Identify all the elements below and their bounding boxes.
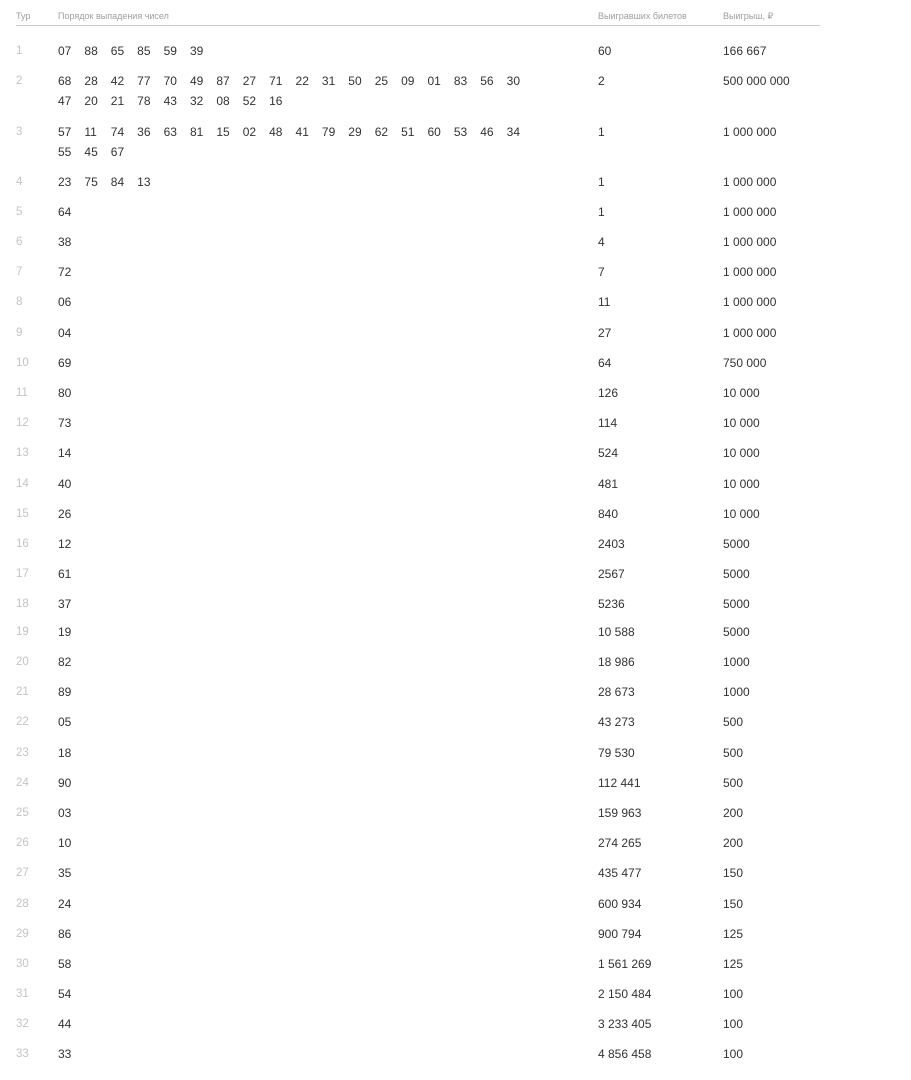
drawn-number: 39 xyxy=(189,44,204,58)
row-numbers xyxy=(58,803,558,823)
row-prize: 1000 xyxy=(723,655,750,669)
row-tickets: 10 588 xyxy=(598,625,635,639)
drawn-number: 21 xyxy=(110,94,125,108)
row-tur: 13 xyxy=(16,447,29,459)
row-numbers xyxy=(58,443,558,463)
row-prize: 200 xyxy=(723,806,744,820)
drawn-number: 43 xyxy=(163,94,177,108)
drawn-number: 67 xyxy=(110,145,125,159)
row-tickets: 4 xyxy=(598,235,605,249)
drawn-number: 32 xyxy=(189,94,204,108)
row-numbers xyxy=(58,504,558,524)
row-tickets: 112 441 xyxy=(598,776,641,790)
drawn-number: 74 xyxy=(110,125,125,139)
drawn-number: 87 xyxy=(216,74,230,88)
row-numbers xyxy=(58,984,558,1004)
drawn-number: 14 xyxy=(58,446,72,460)
row-numbers xyxy=(58,292,558,312)
drawn-number: 06 xyxy=(58,295,72,309)
row-prize: 10 000 xyxy=(723,477,760,491)
row-numbers xyxy=(58,534,558,554)
drawn-number: 25 xyxy=(374,74,389,88)
drawn-number: 69 xyxy=(58,356,72,370)
drawn-number: 48 xyxy=(269,125,283,139)
row-numbers xyxy=(58,652,558,672)
drawn-number: 89 xyxy=(58,685,72,699)
row-prize: 10 000 xyxy=(723,416,760,430)
row-tickets: 524 xyxy=(598,446,619,460)
row-tur: 25 xyxy=(16,807,29,819)
drawn-number: 86 xyxy=(58,927,72,941)
row-tickets: 27 xyxy=(598,326,612,340)
row-tur: 7 xyxy=(16,266,23,278)
row-tickets: 481 xyxy=(598,477,619,491)
drawn-number: 41 xyxy=(295,125,309,139)
drawn-number: 73 xyxy=(58,416,72,430)
drawn-number: 34 xyxy=(506,125,520,139)
row-tur: 19 xyxy=(16,626,29,638)
row-numbers xyxy=(58,894,558,914)
row-numbers xyxy=(58,262,558,282)
row-tickets: 126 xyxy=(598,386,619,400)
row-tickets: 18 986 xyxy=(598,655,635,669)
row-prize: 1 000 000 xyxy=(723,205,777,219)
row-numbers xyxy=(58,622,558,642)
drawn-number: 65 xyxy=(110,44,125,58)
drawn-number: 60 xyxy=(427,125,441,139)
drawn-number: 54 xyxy=(58,987,72,1001)
drawn-number: 26 xyxy=(58,507,72,521)
row-tickets: 4 856 458 xyxy=(598,1047,652,1061)
row-tickets: 159 963 xyxy=(598,806,642,820)
drawn-number: 05 xyxy=(58,715,72,729)
row-tur: 1 xyxy=(16,45,23,57)
drawn-number: 07 xyxy=(58,44,72,58)
row-tur: 22 xyxy=(16,716,29,728)
row-numbers xyxy=(58,712,558,732)
row-numbers xyxy=(58,474,558,494)
drawn-number: 72 xyxy=(58,265,72,279)
drawn-number: 19 xyxy=(58,625,72,639)
row-tur: 21 xyxy=(16,686,29,698)
row-numbers xyxy=(58,743,558,763)
drawn-number: 01 xyxy=(427,74,441,88)
header-numbers: Порядок выпадения чисел xyxy=(58,11,169,21)
header-prize: Выигрыш, ₽ xyxy=(723,11,774,21)
drawn-number: 52 xyxy=(242,94,257,108)
row-tur: 17 xyxy=(16,568,29,580)
row-tickets: 274 265 xyxy=(598,836,642,850)
row-tickets: 64 xyxy=(598,356,612,370)
drawn-number: 61 xyxy=(58,567,72,581)
results-table xyxy=(16,0,820,1061)
row-prize: 125 xyxy=(723,927,744,941)
drawn-number: 90 xyxy=(58,776,72,790)
row-prize: 100 xyxy=(723,1047,744,1061)
table-header xyxy=(16,0,820,26)
drawn-number: 30 xyxy=(506,74,520,88)
row-numbers xyxy=(58,773,558,793)
row-prize: 10 000 xyxy=(723,507,760,521)
row-tur: 33 xyxy=(16,1048,29,1060)
row-tickets: 1 xyxy=(598,205,605,219)
row-tur: 31 xyxy=(16,988,29,1000)
row-tur: 15 xyxy=(16,508,29,520)
row-numbers xyxy=(58,232,558,252)
drawn-number: 13 xyxy=(137,175,151,189)
row-numbers xyxy=(58,323,558,343)
drawn-number: 88 xyxy=(84,44,98,58)
row-prize: 166 667 xyxy=(723,44,767,58)
drawn-number: 11 xyxy=(84,125,97,139)
drawn-number: 50 xyxy=(348,74,362,88)
row-tickets: 43 273 xyxy=(598,715,635,729)
drawn-number: 85 xyxy=(137,44,151,58)
row-prize: 1000 xyxy=(723,685,750,699)
row-tur: 23 xyxy=(16,747,29,759)
row-tur: 10 xyxy=(16,357,29,369)
drawn-number: 64 xyxy=(58,205,72,219)
row-numbers xyxy=(58,1014,558,1034)
row-prize: 1 000 000 xyxy=(723,125,777,139)
row-prize: 150 xyxy=(723,866,744,880)
drawn-number: 58 xyxy=(58,957,72,971)
drawn-number: 09 xyxy=(401,74,415,88)
row-tur: 8 xyxy=(16,296,23,308)
row-tur: 4 xyxy=(16,176,23,188)
drawn-number: 70 xyxy=(163,74,177,88)
drawn-number: 51 xyxy=(401,125,415,139)
drawn-number: 83 xyxy=(453,74,468,88)
row-tickets: 60 xyxy=(598,44,612,58)
row-tickets: 2 150 484 xyxy=(598,987,652,1001)
row-tur: 5 xyxy=(16,206,23,218)
row-tickets: 1 xyxy=(598,125,605,139)
drawn-number: 36 xyxy=(137,125,151,139)
row-tickets: 114 xyxy=(598,416,618,430)
drawn-number: 62 xyxy=(374,125,389,139)
row-tickets: 1 561 269 xyxy=(598,957,652,971)
drawn-number: 16 xyxy=(269,94,283,108)
row-tur: 20 xyxy=(16,656,29,668)
drawn-number: 03 xyxy=(58,806,72,820)
drawn-number: 37 xyxy=(58,597,72,611)
drawn-number: 28 xyxy=(84,74,98,88)
row-numbers xyxy=(58,71,558,111)
row-prize: 125 xyxy=(723,957,744,971)
row-prize: 100 xyxy=(723,1017,744,1031)
row-tur: 14 xyxy=(16,478,29,490)
drawn-number: 22 xyxy=(295,74,309,88)
row-numbers xyxy=(58,353,558,373)
drawn-number: 55 xyxy=(58,145,72,159)
row-prize: 100 xyxy=(723,987,744,1001)
row-numbers xyxy=(58,594,558,614)
row-prize: 500 xyxy=(723,746,744,760)
row-prize: 1 000 000 xyxy=(723,295,777,309)
row-prize: 1 000 000 xyxy=(723,326,777,340)
row-tickets: 2403 xyxy=(598,537,625,551)
drawn-number: 40 xyxy=(58,477,72,491)
row-tur: 11 xyxy=(16,387,28,399)
row-numbers xyxy=(58,564,558,584)
drawn-number: 44 xyxy=(58,1017,72,1031)
row-prize: 500 000 000 xyxy=(723,74,790,88)
row-prize: 750 000 xyxy=(723,356,767,370)
drawn-number: 56 xyxy=(480,74,494,88)
row-tur: 16 xyxy=(16,538,29,550)
drawn-number: 10 xyxy=(58,836,72,850)
drawn-number: 49 xyxy=(189,74,204,88)
drawn-number: 02 xyxy=(242,125,257,139)
drawn-number: 81 xyxy=(189,125,204,139)
row-prize: 5000 xyxy=(723,625,750,639)
drawn-number: 82 xyxy=(58,655,72,669)
drawn-number: 79 xyxy=(321,125,336,139)
row-numbers xyxy=(58,954,558,974)
row-tickets: 3 233 405 xyxy=(598,1017,652,1031)
row-numbers xyxy=(58,682,558,702)
drawn-number: 04 xyxy=(58,326,72,340)
drawn-number: 47 xyxy=(58,94,72,108)
row-prize: 5000 xyxy=(723,597,750,611)
drawn-number: 31 xyxy=(321,74,336,88)
drawn-number: 18 xyxy=(58,746,72,760)
row-tur: 27 xyxy=(16,867,29,879)
row-tur: 32 xyxy=(16,1018,29,1030)
row-prize: 10 000 xyxy=(723,386,760,400)
row-tickets: 11 xyxy=(598,295,611,309)
row-numbers xyxy=(58,833,558,853)
row-prize: 1 000 000 xyxy=(723,265,777,279)
header-tur: Тур xyxy=(16,11,31,21)
drawn-number: 59 xyxy=(163,44,177,58)
drawn-number: 42 xyxy=(110,74,125,88)
row-tickets: 5236 xyxy=(598,597,625,611)
row-prize: 500 xyxy=(723,715,744,729)
row-numbers xyxy=(58,41,558,61)
drawn-number: 33 xyxy=(58,1047,72,1061)
drawn-number: 27 xyxy=(242,74,257,88)
row-tickets: 2 xyxy=(598,74,605,88)
drawn-number: 20 xyxy=(84,94,98,108)
row-tickets: 435 477 xyxy=(598,866,642,880)
row-prize: 1 000 000 xyxy=(723,235,777,249)
row-prize: 200 xyxy=(723,836,744,850)
row-prize: 150 xyxy=(723,897,744,911)
row-numbers xyxy=(58,1044,558,1064)
drawn-number: 68 xyxy=(58,74,72,88)
row-tickets: 28 673 xyxy=(598,685,635,699)
drawn-number: 23 xyxy=(58,175,72,189)
drawn-number: 24 xyxy=(58,897,72,911)
row-prize: 5000 xyxy=(723,567,750,581)
drawn-number: 12 xyxy=(58,537,72,551)
drawn-number: 45 xyxy=(84,145,98,159)
row-tur: 28 xyxy=(16,898,29,910)
row-tur: 6 xyxy=(16,236,23,248)
drawn-number: 78 xyxy=(137,94,151,108)
row-numbers xyxy=(58,122,558,162)
row-tur: 26 xyxy=(16,837,29,849)
row-prize: 500 xyxy=(723,776,744,790)
row-tickets: 7 xyxy=(598,265,605,279)
row-numbers xyxy=(58,413,558,433)
row-tur: 2 xyxy=(16,75,23,87)
row-prize: 5000 xyxy=(723,537,750,551)
drawn-number: 71 xyxy=(269,74,283,88)
row-tur: 30 xyxy=(16,958,29,970)
drawn-number: 53 xyxy=(453,125,468,139)
row-numbers xyxy=(58,172,558,192)
row-tickets: 2567 xyxy=(598,567,625,581)
row-prize: 1 000 000 xyxy=(723,175,777,189)
row-tickets: 600 934 xyxy=(598,897,642,911)
row-tickets: 840 xyxy=(598,507,619,521)
row-tur: 9 xyxy=(16,327,23,339)
drawn-number: 77 xyxy=(137,74,151,88)
drawn-number: 46 xyxy=(480,125,494,139)
row-tur: 3 xyxy=(16,126,23,138)
drawn-number: 08 xyxy=(216,94,230,108)
drawn-number: 80 xyxy=(58,386,72,400)
row-tur: 24 xyxy=(16,777,29,789)
drawn-number: 38 xyxy=(58,235,72,249)
row-numbers xyxy=(58,924,558,944)
drawn-number: 84 xyxy=(110,175,125,189)
row-tur: 12 xyxy=(16,417,29,429)
row-numbers xyxy=(58,202,558,222)
row-tickets: 79 530 xyxy=(598,746,635,760)
row-numbers xyxy=(58,863,558,883)
row-numbers xyxy=(58,383,558,403)
drawn-number: 57 xyxy=(58,125,72,139)
drawn-number: 35 xyxy=(58,866,72,880)
drawn-number: 15 xyxy=(216,125,230,139)
drawn-number: 63 xyxy=(163,125,177,139)
row-tickets: 1 xyxy=(598,175,605,189)
row-tur: 18 xyxy=(16,598,29,610)
row-tickets: 900 794 xyxy=(598,927,642,941)
drawn-number: 29 xyxy=(348,125,362,139)
header-tickets: Выигравших билетов xyxy=(598,11,687,21)
row-prize: 10 000 xyxy=(723,446,760,460)
drawn-number: 75 xyxy=(84,175,98,189)
row-tur: 29 xyxy=(16,928,29,940)
